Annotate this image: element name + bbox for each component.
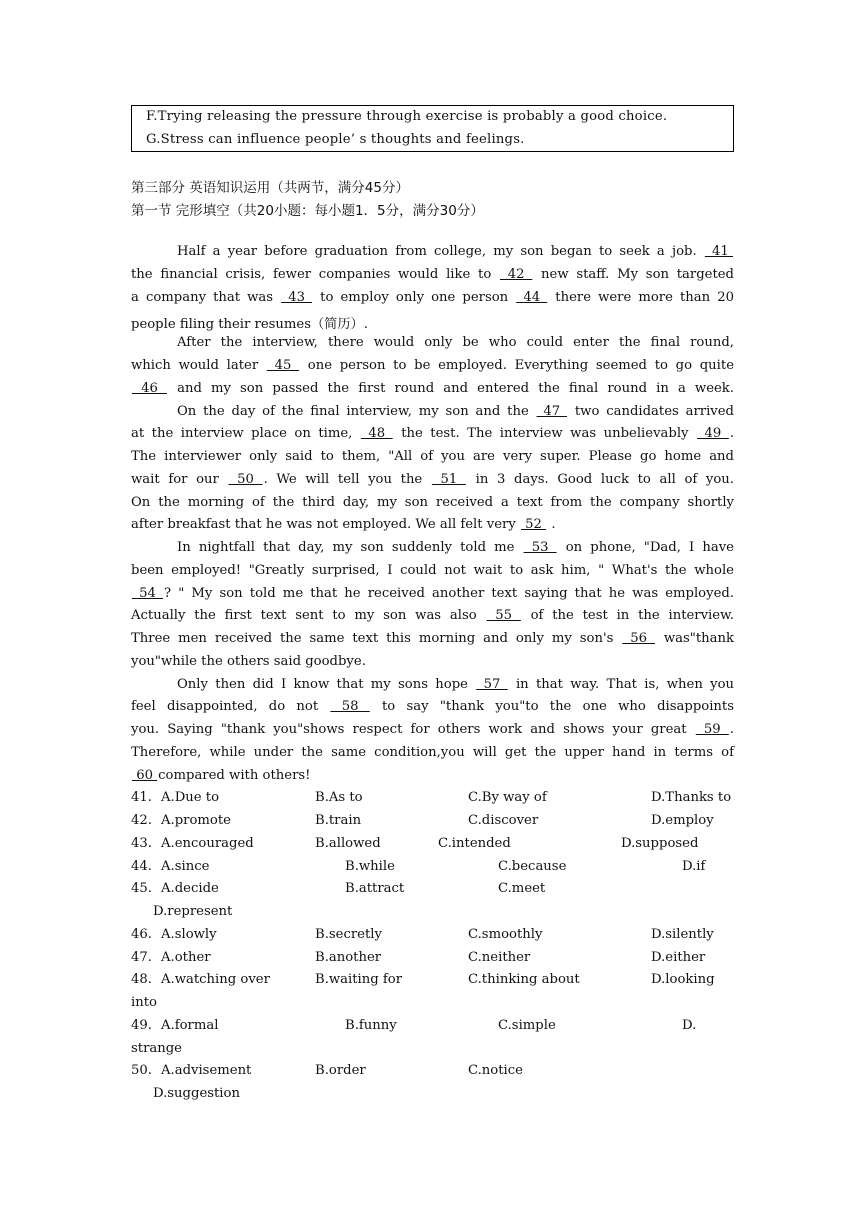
passage-text: the test. The interview was unbelievably	[393, 426, 697, 441]
option-b: B.while	[345, 859, 395, 874]
passage-text: Therefore, while under the same condition,you will get the upper hand in terms of	[131, 745, 734, 760]
option-d: D.supposed	[621, 836, 699, 851]
passage-text: in 3 days. Good luck to all of you.	[466, 472, 734, 487]
option-c: C.simple	[498, 1018, 556, 1033]
option-c: C.notice	[468, 1063, 523, 1078]
blank-number: 44	[516, 290, 548, 305]
passage-line	[131, 608, 734, 623]
passage-line	[131, 313, 734, 332]
option-b: B.As to	[315, 790, 363, 805]
passage-text: ? " My son told me that he received another text saying that he was employed.	[164, 586, 735, 601]
part-heading: 第三部分 英语知识运用（共两节，满分45分）	[131, 180, 409, 196]
blank-number: 49	[697, 426, 729, 441]
passage-line	[131, 563, 734, 578]
option-d: D.Thanks to	[651, 790, 732, 805]
passage-text: at the interview place on time,	[131, 426, 360, 441]
option-a: A.slowly	[161, 927, 217, 942]
passage-line	[131, 654, 734, 669]
passage-text: been employed! "Greatly surprised, I could not wait to ask him, " What's the whole	[131, 563, 734, 578]
option-d: D.silently	[651, 927, 714, 942]
option-d: D.suggestion	[153, 1086, 240, 1101]
passage-text: On the day of the final interview, my son and the	[177, 404, 536, 419]
section-heading: 第一节 完形填空（共20小题：每小题1．5分，满分30分）	[131, 203, 484, 219]
passage-text: .	[729, 426, 735, 441]
passage-text: in that way. That is, when you	[508, 677, 734, 692]
option-b: B.funny	[345, 1018, 397, 1033]
option-b: B.train	[315, 813, 362, 828]
option-a: A.other	[161, 950, 211, 965]
option-a: A.watching over	[161, 972, 270, 987]
passage-text: feel disappointed, do not	[131, 699, 330, 714]
blank-number: 53	[523, 540, 557, 555]
option-f: F.Trying releasing the pressure through exercise is probably a good choice.	[146, 109, 668, 124]
passage-text: a company that was	[131, 290, 281, 305]
option-d: D.	[682, 1018, 697, 1033]
passage-text: which would later	[131, 358, 266, 373]
passage-line	[177, 335, 734, 350]
passage-line	[131, 495, 734, 510]
option-c: C.smoothly	[468, 927, 543, 942]
passage-line	[177, 244, 734, 259]
option-c: C.intended	[438, 836, 511, 851]
option-d: D.employ	[651, 813, 714, 828]
passage-text: to employ only one person	[313, 290, 516, 305]
option-c: C.because	[498, 859, 567, 874]
passage-text: wait for our	[131, 472, 228, 487]
question-number: 48.	[131, 972, 152, 987]
blank-number: 60	[132, 768, 158, 783]
question-number: 47.	[131, 950, 152, 965]
option-a: A.decide	[161, 881, 219, 896]
option-c: C.meet	[498, 881, 546, 896]
option-a: A.formal	[161, 1018, 219, 1033]
option-c: C.discover	[468, 813, 539, 828]
passage-text: you. Saying "thank you"shows respect for others work and shows your great	[131, 722, 695, 737]
blank-number: 46	[132, 381, 167, 396]
blank-number: 45	[266, 358, 300, 373]
option-a: A.advisement	[161, 1063, 252, 1078]
option-c: C.By way of	[468, 790, 547, 805]
blank-number: 58	[330, 699, 370, 714]
passage-line	[131, 449, 734, 464]
passage-text: two candidates arrived	[568, 404, 734, 419]
passage-text: people filing their resumes（简历）.	[131, 317, 368, 332]
blank-number: 41	[704, 244, 733, 259]
options-box	[131, 105, 734, 152]
question-number: 43.	[131, 836, 152, 851]
blank-number: 47	[536, 404, 568, 419]
passage-text: The interviewer only said to them, "All of you are very super. Please go home and	[131, 449, 734, 464]
passage-line	[131, 631, 734, 646]
passage-text: Only then did I know that my sons hope	[177, 677, 476, 692]
passage-text: on phone, "Dad, I have	[557, 540, 734, 555]
blank-number: 59	[695, 722, 729, 737]
passage-text: to say "thank you"to the one who disappoints	[370, 699, 734, 714]
passage-line	[131, 290, 734, 305]
passage-line	[131, 426, 734, 441]
option-b: B.another	[315, 950, 382, 965]
blank-number: 54	[132, 586, 164, 601]
passage-text: of the test in the interview.	[521, 608, 734, 623]
blank-number: 43	[281, 290, 313, 305]
blank-number: 55	[486, 608, 521, 623]
passage-text: you"while the others said goodbye.	[131, 654, 366, 669]
passage-line	[177, 404, 734, 419]
option-a: A.promote	[161, 813, 231, 828]
option-b: B.attract	[345, 881, 405, 896]
option-g: G.Stress can influence people’ s thoughts and feelings.	[146, 132, 525, 147]
option-b: B.waiting for	[315, 972, 403, 987]
option-b: B.order	[315, 1063, 366, 1078]
option-a: A.Due to	[161, 790, 220, 805]
option-d: D.looking	[651, 972, 715, 987]
option-a: A.since	[161, 859, 210, 874]
option-d: D.if	[682, 859, 706, 874]
passage-line	[177, 540, 734, 555]
passage-text: In nightfall that day, my son suddenly told me	[177, 540, 523, 555]
passage-text: After the interview, there would only be who could enter the final round,	[177, 335, 734, 350]
question-number: 46.	[131, 927, 152, 942]
blank-number: 48	[360, 426, 393, 441]
passage-text: the financial crisis, fewer companies would like to	[131, 267, 500, 282]
question-number: 49.	[131, 1018, 152, 1033]
passage-text: . We will tell you the	[263, 472, 431, 487]
passage-text: new staff. My son targeted	[533, 267, 734, 282]
passage-line	[131, 745, 734, 760]
passage-line	[177, 677, 734, 692]
passage-line	[131, 381, 734, 396]
option-d-continued: into	[131, 995, 157, 1010]
question-number: 42.	[131, 813, 152, 828]
passage-line	[131, 722, 734, 737]
passage-text: was"thank	[655, 631, 734, 646]
passage-line	[131, 517, 734, 532]
question-number: 50.	[131, 1063, 152, 1078]
passage-text: Actually the first text sent to my son was also	[131, 608, 486, 623]
blank-number: 57	[476, 677, 508, 692]
blank-number: 42	[500, 267, 533, 282]
option-b: B.allowed	[315, 836, 381, 851]
passage-text: and my son passed the first round and entered the final round in a week.	[167, 381, 734, 396]
question-number: 41.	[131, 790, 152, 805]
option-d: D.either	[651, 950, 706, 965]
blank-number: 51	[431, 472, 466, 487]
option-c: C.neither	[468, 950, 531, 965]
passage-text: one person to be employed. Everything seemed to go quite	[300, 358, 734, 373]
passage-text: compared with others!	[158, 768, 311, 783]
passage-line	[131, 699, 734, 714]
passage-text: .	[729, 722, 734, 737]
passage-line	[131, 267, 734, 282]
option-d: D.represent	[153, 904, 233, 919]
option-a: A.encouraged	[161, 836, 254, 851]
passage-text: Half a year before graduation from college, my son began to seek a job.	[177, 244, 704, 259]
blank-number: 52	[520, 517, 547, 532]
passage-line	[131, 358, 734, 373]
question-number: 45.	[131, 881, 152, 896]
blank-number: 56	[622, 631, 655, 646]
passage-line	[131, 472, 734, 487]
passage-line	[131, 586, 734, 601]
option-d-continued: strange	[131, 1041, 182, 1056]
blank-number: 50	[228, 472, 263, 487]
option-b: B.secretly	[315, 927, 382, 942]
option-c: C.thinking about	[468, 972, 580, 987]
passage-text: On the morning of the third day, my son received a text from the company shortly	[131, 495, 734, 510]
passage-text: after breakfast that he was not employed. We all felt very	[131, 517, 520, 532]
question-number: 44.	[131, 859, 152, 874]
passage-text: .	[547, 517, 556, 532]
passage-text: Three men received the same text this morning and only my son's	[131, 631, 622, 646]
passage-text: there were more than 20	[548, 290, 735, 305]
passage-line	[131, 768, 734, 783]
